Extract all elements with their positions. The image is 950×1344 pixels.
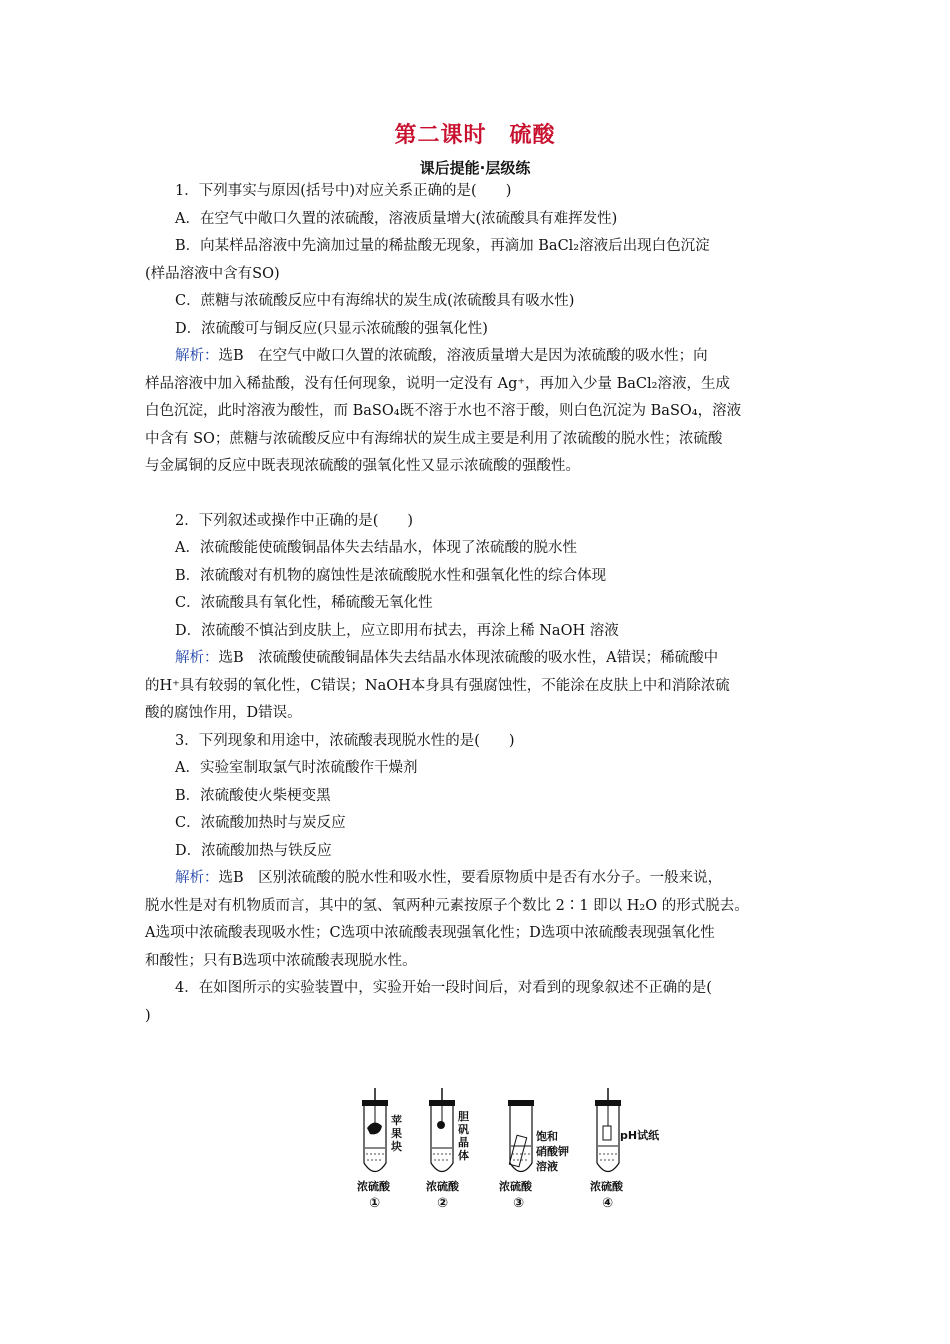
tube2-number: ② (437, 1196, 449, 1211)
tube3-bottom-label: 浓硫酸 (499, 1180, 532, 1193)
ph-paper-shape (603, 1126, 611, 1140)
tube1-bottom-label: 浓硫酸 (357, 1180, 390, 1193)
small-tube-shape (509, 1135, 526, 1167)
q1-option-a: A．在空气中敞口久置的浓硫酸，溶液质量增大(浓硫酸具有难挥发性) (175, 210, 618, 227)
tube4-number: ④ (602, 1196, 614, 1211)
spacer (145, 481, 813, 508)
q2-explanation-line: 酸的腐蚀作用，D错误。 (145, 705, 302, 721)
q3-explanation: 解析：选B 区别浓硫酸的脱水性和吸水性，要看原物质中是否有水分子。一般来说， (175, 870, 723, 886)
q2-option-d: D．浓硫酸不慎沾到皮肤上，应立即用布拭去，再涂上稀 NaOH 溶液 (175, 622, 619, 639)
page-title: 第二课时 硫酸 (394, 123, 556, 148)
q1-explanation-line: 样品溶液中加入稀盐酸，没有任何现象，说明一定没有 Ag⁺，再加入少量 BaCl₂溶液，生成 (145, 375, 730, 392)
q3-stem: 3．下列现象和用途中，浓硫酸表现脱水性的是( ) (175, 732, 515, 749)
tube4-bottom-label: 浓硫酸 (590, 1180, 623, 1193)
tube4-side-label: pH试纸 (620, 1129, 660, 1142)
q3-explanation-line: 脱水性是对有机物质而言，其中的氢、氧两种元素按原子个数比 2∶1 即以 H₂O 的形式脱去。 (145, 897, 749, 914)
crystal-shape (437, 1121, 445, 1129)
q2-option-b: B．浓硫酸对有机物的腐蚀性是浓硫酸脱水性和强氧化性的综合体现 (175, 567, 607, 584)
q3-option-c: C．浓硫酸加热时与炭反应 (175, 815, 346, 831)
q1-explanation-line: 中含有 SO；蔗糖与浓硫酸反应中有海绵状的炭生成主要是利用了浓硫酸的脱水性；浓硫酸 (145, 430, 723, 447)
q1-stem: 1．下列事实与原因(括号中)对应关系正确的是( ) (175, 183, 512, 199)
tube3-side-label-2: 硝酸钾 (536, 1145, 569, 1158)
test-tube-3 (508, 1100, 534, 1172)
test-tube-1 (362, 1088, 388, 1172)
test-tube-2 (429, 1088, 455, 1172)
q1-option-c: C．蔗糖与浓硫酸反应中有海绵状的炭生成(浓硫酸具有吸水性) (175, 293, 575, 309)
q2-stem: 2．下列叙述或操作中正确的是( ) (175, 512, 414, 529)
tube3-side-label-3: 溶液 (536, 1160, 558, 1173)
tube2-side-label: 胆矾晶体 (458, 1110, 469, 1162)
q2-explanation: 解析：选B 浓硫酸使硫酸铜晶体失去结晶水体现浓硫酸的吸水性，A错误；稀硫酸中 (175, 650, 719, 666)
tube2-bottom-label: 浓硫酸 (426, 1180, 459, 1193)
explanation-label: 解析： (175, 650, 219, 666)
apple-block-shape (367, 1122, 382, 1134)
tube3-number: ③ (513, 1196, 525, 1211)
explanation-label: 解析： (175, 348, 219, 364)
q1-option-b: B．向某样品溶液中先滴加过量的稀盐酸无现象，再滴加 BaCl₂溶液后出现白色沉淀 (175, 238, 710, 254)
q4-stem: 4．在如图所示的实验装置中，实验开始一段时间后，对看到的现象叙述不正确的是( (175, 980, 712, 996)
document-body (145, 178, 813, 1030)
test-tube-4 (595, 1088, 621, 1172)
q1-explanation-line: 白色沉淀，此时溶液为酸性，而 BaSO₄既不溶于水也不溶于酸，则白色沉淀为 BaSO₄，溶液 (145, 403, 742, 419)
q1-explanation: 解析：选B 在空气中敞口久置的浓硫酸，溶液质量增大是因为浓硫酸的吸水性；向 (175, 348, 708, 364)
q1-explanation-line: 与金属铜的反应中既表现浓硫酸的强氧化性又显示浓硫酸的强酸性。 (145, 458, 580, 474)
tube3-side-label-1: 饱和 (536, 1130, 558, 1143)
q2-option-a: A．浓硫酸能使硫酸铜晶体失去结晶水，体现了浓硫酸的脱水性 (175, 540, 577, 556)
q3-option-a: A．实验室制取氯气时浓硫酸作干燥剂 (175, 760, 418, 776)
q4-stem-cont: ) (145, 1007, 151, 1024)
q3-explanation-line: A选项中浓硫酸表现吸水性；C选项中浓硫酸表现强氧化性；D选项中浓硫酸表现强氧化性 (145, 925, 715, 941)
tube1-side-label: 苹果块 (391, 1114, 402, 1153)
q3-option-b: B．浓硫酸使火柴梗变黑 (175, 787, 331, 804)
q3-explanation-line: 和酸性；只有B选项中浓硫酸表现脱水性。 (145, 952, 417, 969)
q2-explanation-line: 的H⁺具有较弱的氧化性，C错误；NaOH本身具有强腐蚀性，不能涂在皮肤上中和消除浓硫 (145, 677, 730, 694)
tube1-number: ① (369, 1196, 381, 1211)
q2-option-c: C．浓硫酸具有氧化性，稀硫酸无氧化性 (175, 595, 433, 611)
q1-option-b-cont: (样品溶液中含有SO) (145, 265, 280, 282)
page-subtitle: 课后提能·层级练 (419, 159, 531, 177)
explanation-label: 解析： (175, 870, 219, 886)
q3-option-d: D．浓硫酸加热与铁反应 (175, 842, 332, 859)
q1-option-d: D．浓硫酸可与铜反应(只显示浓硫酸的强氧化性) (175, 320, 488, 337)
